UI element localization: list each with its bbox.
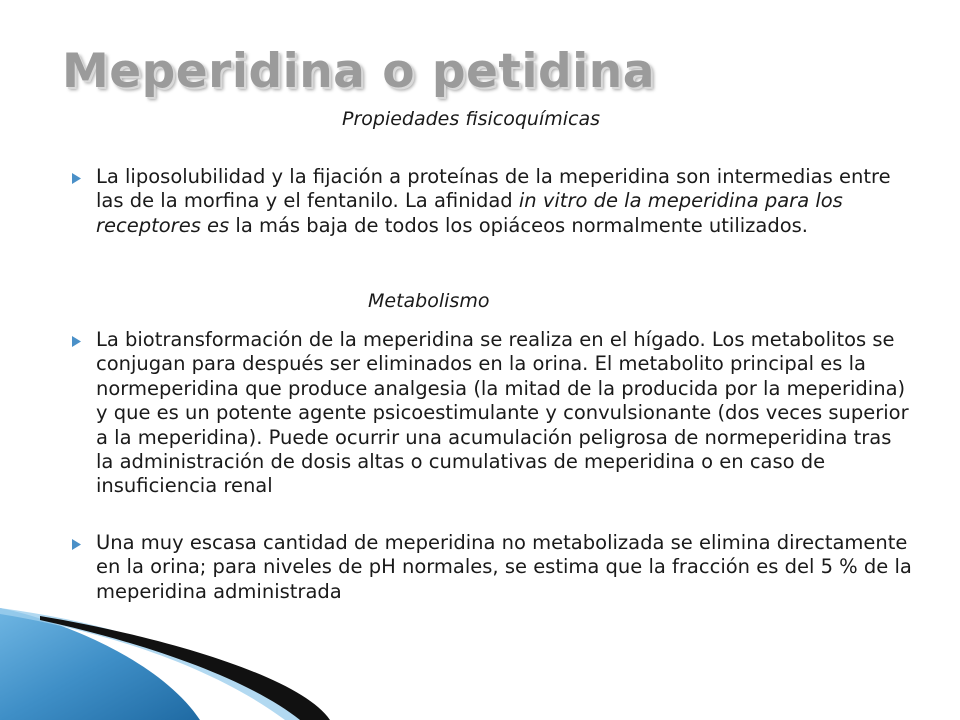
bullet-text: Una muy escasa cantidad de meperidina no metabolizada se elimina directamente en la orina; para niveles de pH normales, se estima que la fracción es del 5 % de la meperidina administrada [96, 531, 912, 603]
bullet-item-liposolubilidad [72, 165, 912, 238]
bullet-text-part: La liposolubilidad y la fijación a proteínas de la meperidina son intermedias entre las de la morfina y el fentanilo. La afinidad [96, 165, 891, 213]
bullet-text-part: la más baja de todos los opiáceos normalmente utilizados. [229, 213, 809, 237]
decorative-swoosh [0, 580, 400, 720]
triangle-bullet-icon [72, 531, 96, 550]
slide-title: Meperidina o petidina [62, 44, 655, 99]
bullet-text [96, 165, 912, 238]
section-heading-metabolismo: Metabolismo [368, 290, 490, 312]
triangle-bullet-icon [72, 328, 96, 347]
section-heading-propiedades: Propiedades fisicoquímicas [342, 108, 600, 130]
bullet-text: La biotransformación de la meperidina se realiza en el hígado. Los metabolitos se conjugan para después ser eliminados en la orina. El metabolito principal es la normeperidina que produce analgesia (la mitad de la producida por la meperidina) y que es un potente agente psicoestimulante y convulsionante (dos veces superior a la meperidina). Puede ocurrir una acumulación peligrosa de normeperidina tras la administración de dosis altas o cumulativas de meperidina o en caso de insuficiencia renal [96, 328, 909, 498]
bullet-text-italic: in vitro de la meperidina para los receptores es [96, 189, 843, 237]
triangle-bullet-icon [72, 165, 96, 184]
bullet-item-biotransformacion [72, 328, 912, 499]
